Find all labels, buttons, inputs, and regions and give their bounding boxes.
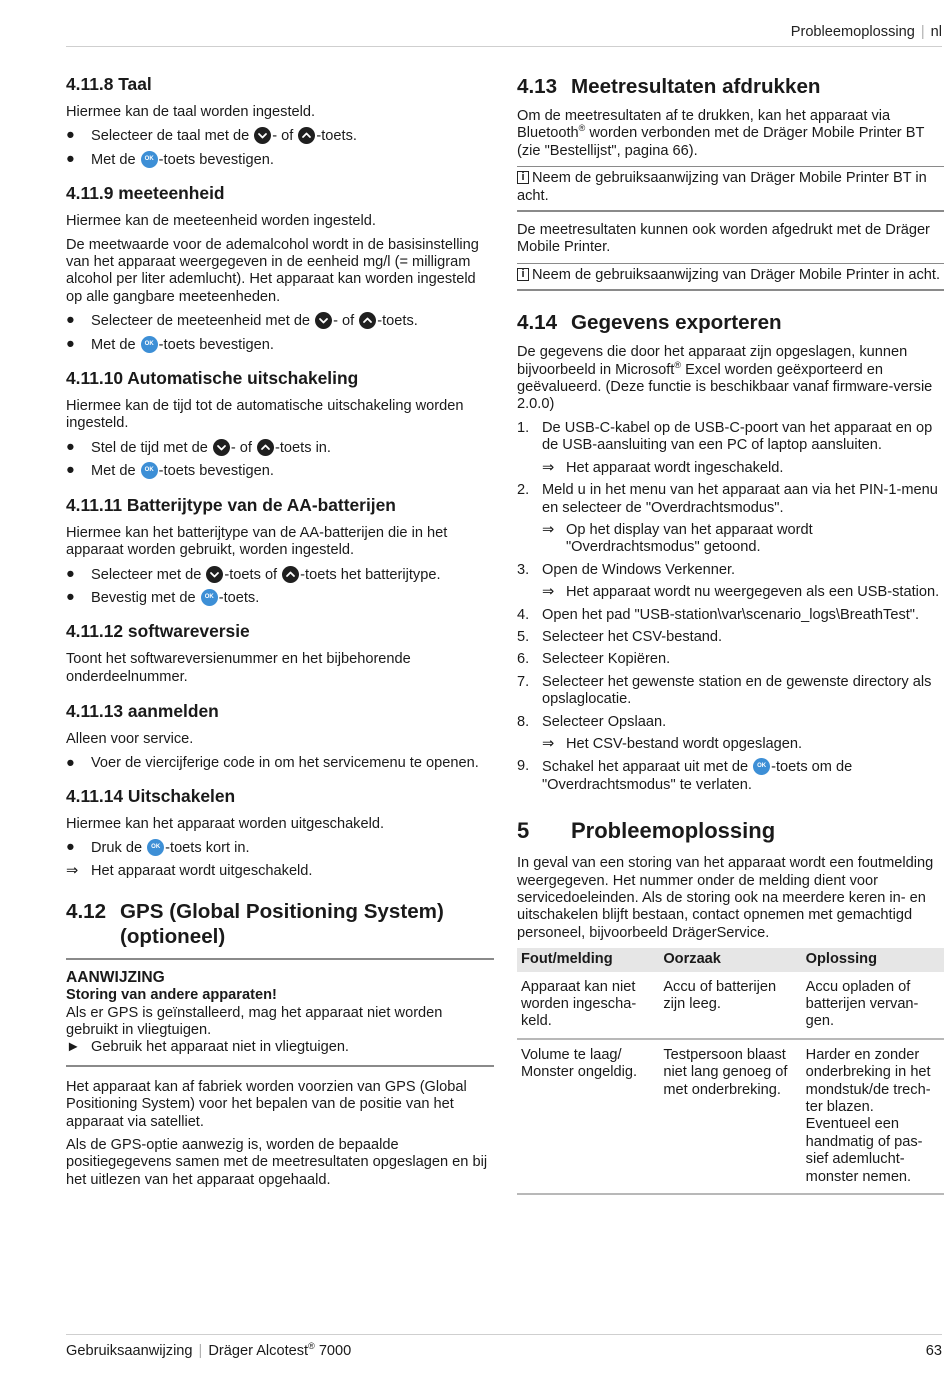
result-item [517,584,944,601]
text: Schakel het apparaat uit met de [542,759,753,776]
troubleshooting-table [517,948,944,1195]
list-item [517,482,944,517]
down-key-icon [315,312,332,329]
notice-text: Als er GPS is geïnstalleerd, mag het apparaat niet worden gebruikt in vliegtuigen. [66,1004,443,1038]
text: -toets om de "Overdrachtsmodus" te verlaten. [542,759,853,793]
down-key-icon [213,439,230,456]
bullet: ● [66,150,75,167]
result-item [517,736,944,753]
notice-box [66,958,494,1067]
result-arrow-icon: ⇒ [542,459,555,476]
text: Het apparaat wordt uitgeschakeld. [91,862,313,879]
step-number: 7. [517,673,530,690]
text: -toets of [224,566,282,583]
list-item [66,839,494,857]
list-item [517,562,944,579]
notice-action [66,1039,494,1056]
header-section: Probleemoplossing [790,24,915,40]
up-key-icon [257,439,274,456]
result-text: Op het display van het apparaat wordt "Overdrachtsmodus" getoond. [566,521,813,556]
text: - of [272,128,298,145]
section-4-11-9-title: 4.11.9 meeteenheid [66,183,225,204]
section-number: 4.12 [66,900,107,924]
result-arrow-icon: ⇒ [542,735,555,752]
table-header: Oorzaak [659,948,801,971]
text: -toets. [218,589,260,606]
result-arrow-icon: ⇒ [542,584,555,601]
bullet: ● [66,754,75,771]
ok-key-icon [141,151,158,168]
section-4-11-14-title: 4.11.14 Uitschakelen [66,785,236,806]
result-item [66,863,494,880]
down-key-icon [254,127,271,144]
paragraph: Alleen voor service. [66,731,194,748]
header-rule [66,46,942,47]
ok-key-label: OK [151,844,161,851]
table-cell: Accu opladen of batterijen vervan-gen. [802,972,944,1039]
text: Met de [91,463,140,480]
notice-title: AANWIJZING [66,969,165,987]
registered-mark: ® [308,1341,315,1352]
paragraph: Hiermee kan de meeteenheid worden ingesteld. [66,213,376,230]
info-box [517,166,944,212]
section-4-12-title [66,899,494,949]
bullet: ● [66,565,75,582]
info-text: Neem de gebruiksaanwijzing van Dräger Mobile Printer BT in acht. [517,170,927,204]
step-text: De USB-C-kabel op de USB-C-poort van het apparaat en op de USB-aansluiting van een PC of laptop aansluiten. [542,419,933,454]
text: - of [333,313,359,330]
export-steps-list [517,420,944,754]
footer-rule [66,1334,942,1335]
step-number: 9. [517,758,530,775]
paragraph: In geval van een storing van het apparaat wordt een foutmelding weergegeven. Het nummer onder de melding dient voor servicedoeleinden. Als de storing ook na meerdere keren in- en uitschakelen blijft bestaan, contact opnemen met gemachtigd personeel, bijvoorbeeld DrägerService. [517,855,934,941]
list-item [66,127,494,145]
text: Selecteer met de [91,566,206,583]
result-item [517,522,944,557]
footer-model: 7000 [314,1343,352,1359]
paragraph: Hiermee kan de taal worden ingesteld. [66,104,316,120]
text: -toets kort in. [165,840,250,857]
list-item [517,420,944,455]
step-text: Open het pad "USB-station\var\scenario_logs\BreathTest". [542,606,920,623]
section-4-11-8-title: 4.11.8 Taal [66,74,152,94]
step-text: Selecteer het gewenste station en de gewenste directory als opslaglocatie. [542,673,932,708]
list-item [66,589,494,607]
text: -toets bevestigen. [158,463,274,480]
section-number: 4.13 [517,75,558,98]
text: Druk de [91,840,147,857]
ok-key-label: OK [204,593,214,600]
step-text: Open de Windows Verkenner. [542,561,736,578]
table-cell: Apparaat kan niet worden ingescha-keld. [517,972,659,1039]
section-number: 4.14 [517,311,558,335]
info-box [517,263,944,291]
section-4-11-10-title: 4.11.10 Automatische uitschakeling [66,368,359,389]
text: De gegevens die door het apparaat zijn opgeslagen, kunnen bijvoorbeeld in Microsoft [517,344,908,378]
table-header: Oplossing [802,948,944,971]
paragraph [517,344,944,414]
info-icon [517,171,529,184]
paragraph: De meetresultaten kunnen ook worden afgedrukt met de Dräger Mobile Printer. [517,222,930,256]
ok-key-icon [147,839,164,856]
result-arrow-icon: ⇒ [66,862,79,879]
right-column [517,74,944,1195]
section-4-11-11-title: 4.11.11 Batterijtype van de AA-batterijen [66,494,396,515]
footer-doc: Gebruiksaanwijzing [66,1343,193,1359]
table-header-row [517,948,944,971]
text: Met de [91,336,140,353]
table-cell: Harder en zonder onderbreking in het mondstuk/de trech-ter blazen. Eventueel een handmatig of pas-sief ademlucht-monster nemen. [802,1039,944,1194]
section-title-text: Meetresultaten afdrukken [571,75,821,98]
result-arrow-icon: ⇒ [542,521,555,538]
chapter-5-title [517,817,944,844]
left-column [66,74,494,1195]
text: Stel de tijd met de [91,439,212,456]
paragraph [517,108,944,160]
info-icon [517,268,529,281]
footer-separator: | [198,1343,203,1359]
paragraph: Als de GPS-optie aanwezig is, worden de bepaalde positiegegevens samen met de meetresultaten opgeslagen en bij het uitlezen van het apparaat opgehaald. [66,1137,488,1188]
chapter-title-text: Probleemoplossing [571,818,776,844]
header-separator: | [920,24,925,40]
text: -toets. [316,128,357,145]
result-text: Het apparaat wordt nu weergegeven als een USB-station. [566,584,940,601]
table-row [517,1039,944,1194]
table-cell: Testpersoon blaast niet lang genoeg of met onderbreking. [659,1039,801,1194]
footer-product: Dräger Alcotest [208,1343,309,1359]
result-text: Het apparaat wordt ingeschakeld. [566,459,784,476]
list-item [66,151,494,169]
text: Voer de viercijferige code in om het servicemenu te openen. [91,754,479,771]
list-item [517,607,944,624]
text: Gebruik het apparaat niet in vliegtuigen. [91,1039,349,1056]
step-number: 3. [517,561,530,578]
ok-key-label: OK [144,340,154,347]
paragraph: De meetwaarde voor de ademalcohol wordt in de basisinstelling van het apparaat weergegeven in de eenheid mg/l (= milligram alcohol per liter ademlucht). Het apparaat kan worden ingesteld op alle gangbare meeteenheden. [66,236,479,305]
list-item [517,651,944,668]
step-text: Selecteer Kopiëren. [542,651,671,668]
bullet: ● [66,462,75,479]
text: -toets in. [275,439,331,456]
paragraph: Het apparaat kan af fabriek worden voorzien van GPS (Global Positioning System) voor het bepalen van de positie van het apparaat via satelliet. [66,1078,467,1130]
list-item [66,566,494,584]
text: Excel worden geëxporteerd en geëvalueerd. (Deze functie is beschikbaar vanaf firmware-versie 2.0.0) [517,361,933,413]
text: - of [230,439,257,456]
step-number: 6. [517,651,530,668]
text: -toets het batterijtype. [300,566,441,583]
step-number: 1. [517,419,530,436]
ok-key-label: OK [757,763,767,770]
list-item [517,629,944,646]
list-item [517,714,944,731]
page-footer [66,1343,942,1360]
up-key-icon [282,566,299,583]
result-text: Het CSV-bestand wordt opgeslagen. [566,735,803,752]
section-4-13-title [517,74,944,99]
list-item [66,312,494,330]
action-arrow-icon: ► [66,1039,81,1056]
list-item [66,462,494,480]
text: Bevestig met de [91,589,200,606]
table-cell: Volume te laag/ Monster ongeldig. [517,1039,659,1194]
text: -toets bevestigen. [158,151,274,168]
ok-key-icon [141,336,158,353]
text: Met de [91,151,140,168]
bullet: ● [66,438,75,455]
ok-key-icon [753,758,770,775]
list-item [66,755,494,772]
paragraph: Hiermee kan het apparaat worden uitgeschakeld. [66,815,385,832]
page-number: 63 [925,1343,942,1359]
up-key-icon [298,127,315,144]
list-item [517,758,944,794]
ok-key-label: OK [144,467,154,474]
header-language: nl [930,24,942,40]
notice-subtitle: Storing van andere apparaten! [66,987,277,1004]
step-text: Selecteer het CSV-bestand. [542,628,723,645]
section-4-11-12-title: 4.11.12 softwareversie [66,621,250,642]
list-item [66,336,494,354]
bullet: ● [66,127,75,144]
table-header: Fout/melding [517,948,659,971]
chapter-number: 5 [517,818,530,844]
step-number: 4. [517,606,530,623]
ok-key-icon [201,589,218,606]
up-key-icon [359,312,376,329]
section-title-text: GPS (Global Positioning System) (optioneel) [120,900,444,949]
table-cell: Accu of batterijen zijn leeg. [659,972,801,1039]
ok-key-icon [141,462,158,479]
list-item [517,674,944,709]
bullet: ● [66,335,75,352]
step-number: 2. [517,482,530,499]
registered-mark: ® [674,359,682,370]
running-header [791,24,942,41]
table-row [517,972,944,1039]
text: worden verbonden met de Dräger Mobile Printer BT (zie "Bestellijst", pagina 66). [517,125,925,159]
text: -toets bevestigen. [158,336,274,353]
bullet: ● [66,839,75,856]
text: Selecteer de taal met de [91,128,254,145]
info-text: Neem de gebruiksaanwijzing van Dräger Mobile Printer in acht. [532,266,941,283]
ok-key-label: OK [144,155,154,162]
section-4-14-title [517,310,944,335]
step-text: Meld u in het menu van het apparaat aan via het PIN-1-menu en selecteer de "Overdrachtsmodus". [542,482,938,516]
section-title-text: Gegevens exporteren [571,311,782,335]
paragraph: Hiermee kan de tijd tot de automatische uitschakeling worden ingesteld. [66,398,464,432]
paragraph: Hiermee kan het batterijtype van de AA-batterijen die in het apparaat worden gebruikt, worden ingesteld. [66,524,448,559]
text: Selecteer de meeteenheid met de [91,313,315,330]
step-number: 8. [517,713,530,730]
bullet: ● [66,588,75,605]
registered-mark: ® [578,123,586,134]
list-item [66,439,494,457]
step-number: 5. [517,628,530,645]
down-key-icon [206,566,223,583]
step-text: Selecteer Opslaan. [542,713,667,730]
bullet: ● [66,312,75,329]
result-item [517,460,944,477]
paragraph: Toont het softwareversienummer en het bijbehorende onderdeelnummer. [66,651,411,685]
text: Om de meetresultaten af te drukken, kan het apparaat via Bluetooth [517,108,891,142]
text: -toets. [377,313,418,330]
section-4-11-13-title: 4.11.13 aanmelden [66,701,219,722]
